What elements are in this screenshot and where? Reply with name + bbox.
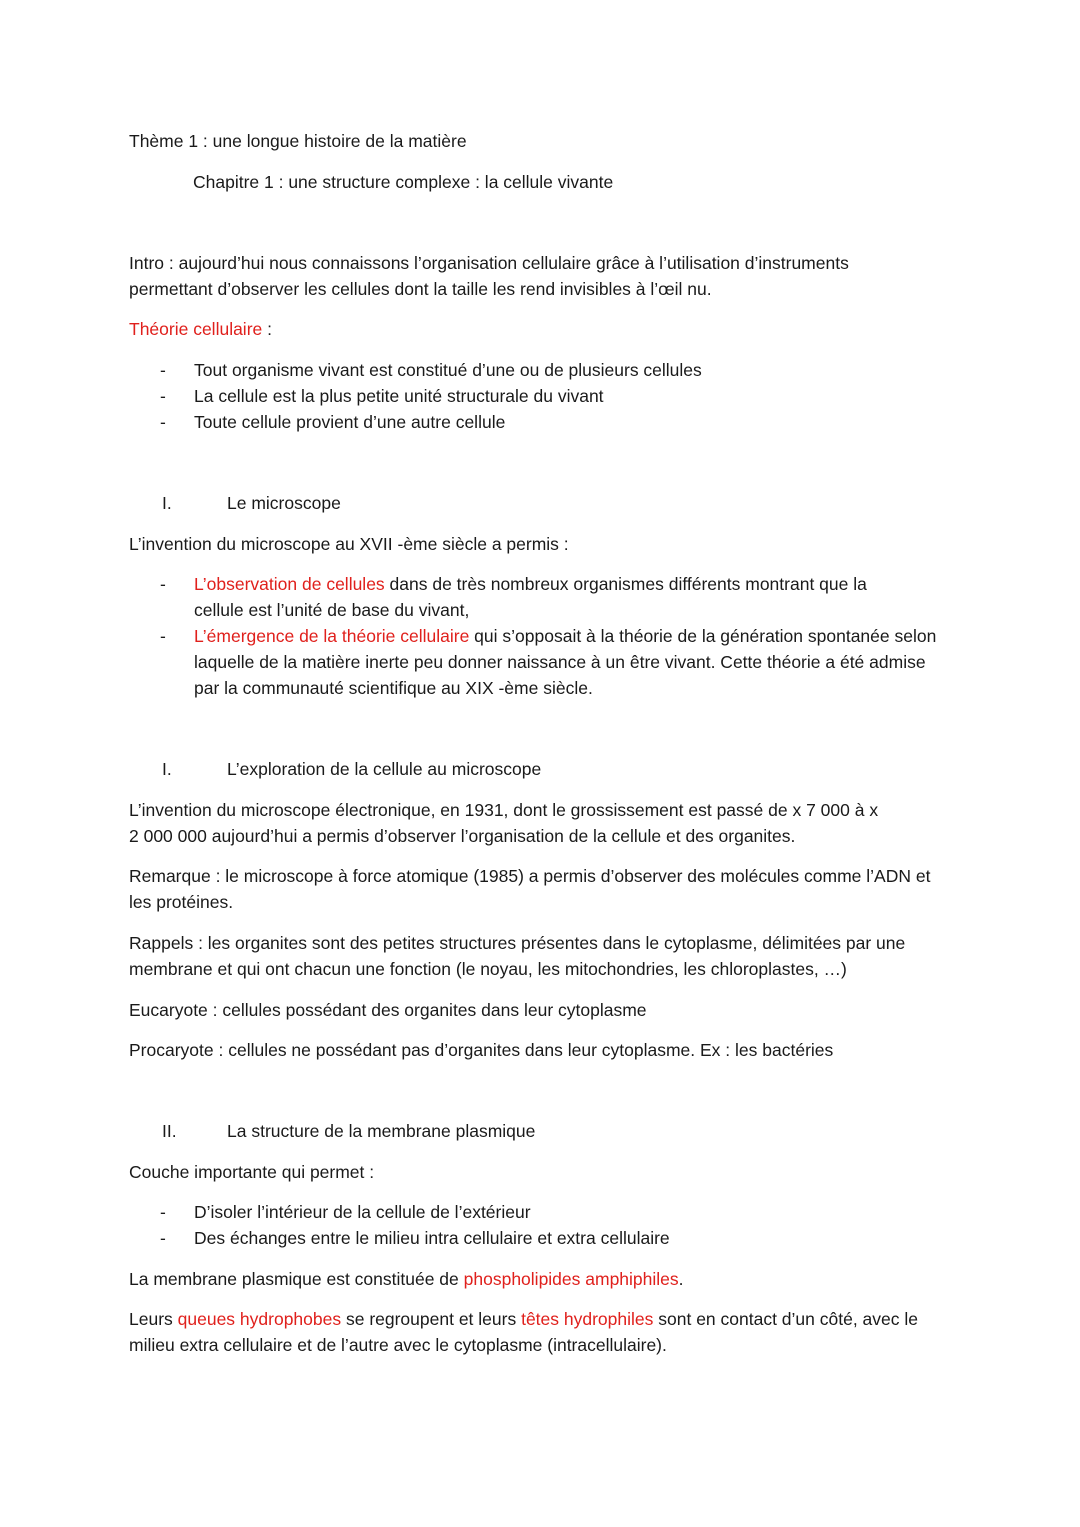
- section2-title: L’exploration de la cellule au microscope: [227, 759, 542, 779]
- rappels-text: Rappels : les organites sont des petites structures présentes dans le cytoplasme, délimitées par une membrane et qui ont chacun une fonction (le noyau, les mitochondries, les chloroplastes, …): [129, 933, 906, 979]
- leurs-pre: Leurs: [129, 1309, 178, 1329]
- section1-bullet-1: [194, 571, 914, 623]
- section3-title: La structure de la membrane plasmique: [227, 1121, 536, 1141]
- leurs-mid: se regroupent et leurs: [341, 1309, 522, 1329]
- chapter-title: Chapitre 1 : une structure complexe : la cellule vivante: [193, 172, 614, 192]
- bullet-marker: -: [160, 626, 166, 646]
- bullet-marker: -: [160, 1202, 166, 1222]
- section1-bullet-1-text: dans de très nombreux organismes différents montrant que la cellule est l’unité de base du vivant,: [194, 574, 867, 620]
- membrane-sentence: [129, 1266, 684, 1292]
- section1-bullet-1-highlight: L’observation de cellules: [194, 574, 385, 594]
- eucaryote-definition: Eucaryote : cellules possédant des organites dans leur cytoplasme: [129, 1000, 647, 1020]
- bullet-marker: -: [160, 386, 166, 406]
- section1-bullet-2-highlight: L’émergence de la théorie cellulaire: [194, 626, 470, 646]
- section1-lead: L’invention du microscope au XVII -ème siècle a permis :: [129, 534, 569, 554]
- section2-para1-line1: L’invention du microscope électronique, en 1931, dont le grossissement est passé de x 7 000 à x: [129, 800, 879, 820]
- section3-number: II.: [162, 1121, 177, 1141]
- leurs-highlight-2: têtes hydrophiles: [521, 1309, 654, 1329]
- theme-title: Thème 1 : une longue histoire de la matière: [129, 131, 467, 151]
- theorie-label: Théorie cellulaire: [129, 319, 263, 339]
- theorie-bullet-3: Toute cellule provient d’une autre cellule: [194, 412, 506, 432]
- membrane-highlight: phospholipides amphiphiles: [463, 1269, 679, 1289]
- rappels-paragraph: [129, 930, 944, 982]
- leurs-paragraph: [129, 1306, 949, 1358]
- theorie-bullet-2: La cellule est la plus petite unité structurale du vivant: [194, 386, 604, 406]
- theorie-bullet-1: Tout organisme vivant est constitué d’une ou de plusieurs cellules: [194, 360, 702, 380]
- procaryote-definition: Procaryote : cellules ne possédant pas d’organites dans leur cytoplasme. Ex : les bactéries: [129, 1040, 834, 1060]
- remarque-paragraph: [129, 863, 949, 915]
- section1-bullet-2: [194, 623, 949, 701]
- intro-text: Intro : aujourd’hui nous connaissons l’organisation cellulaire grâce à l’utilisation d’instruments permettant d’observer les cellules dont la taille les rend invisibles à l’œil nu.: [129, 253, 849, 299]
- section2-para1-line2: 2 000 000 aujourd’hui a permis d’observer l’organisation de la cellule et des organites.: [129, 826, 796, 846]
- bullet-marker: -: [160, 412, 166, 432]
- section1-title: Le microscope: [227, 493, 341, 513]
- section2-number: I.: [162, 759, 172, 779]
- membrane-post: .: [678, 1269, 684, 1289]
- leurs-post: sont en contact d’un côté, avec le milieu extra cellulaire et de l’autre avec le cytoplasme (intracellulaire).: [129, 1309, 919, 1355]
- bullet-marker: -: [160, 574, 166, 594]
- bullet-marker: -: [160, 360, 166, 380]
- section3-lead: Couche importante qui permet :: [129, 1162, 375, 1182]
- remarque-text: Remarque : le microscope à force atomique (1985) a permis d’observer des molécules comme l’ADN et les protéines.: [129, 866, 931, 912]
- section1-bullet-2-text: qui s’opposait à la théorie de la génération spontanée selon laquelle de la matière inerte peu donner naissance à un être vivant. Cette théorie a été admise par la communauté scientifique au XIX -ème siècle.: [194, 626, 937, 698]
- leurs-highlight-1: queues hydrophobes: [177, 1309, 342, 1329]
- membrane-pre: La membrane plasmique est constituée de: [129, 1269, 464, 1289]
- intro-paragraph: [129, 250, 909, 302]
- section1-number: I.: [162, 493, 172, 513]
- theorie-heading: [129, 316, 272, 342]
- bullet-marker: -: [160, 1228, 166, 1248]
- theorie-colon: :: [262, 319, 272, 339]
- section3-bullet-2: Des échanges entre le milieu intra cellulaire et extra cellulaire: [194, 1228, 670, 1248]
- section3-bullet-1: D’isoler l’intérieur de la cellule de l’extérieur: [194, 1202, 531, 1222]
